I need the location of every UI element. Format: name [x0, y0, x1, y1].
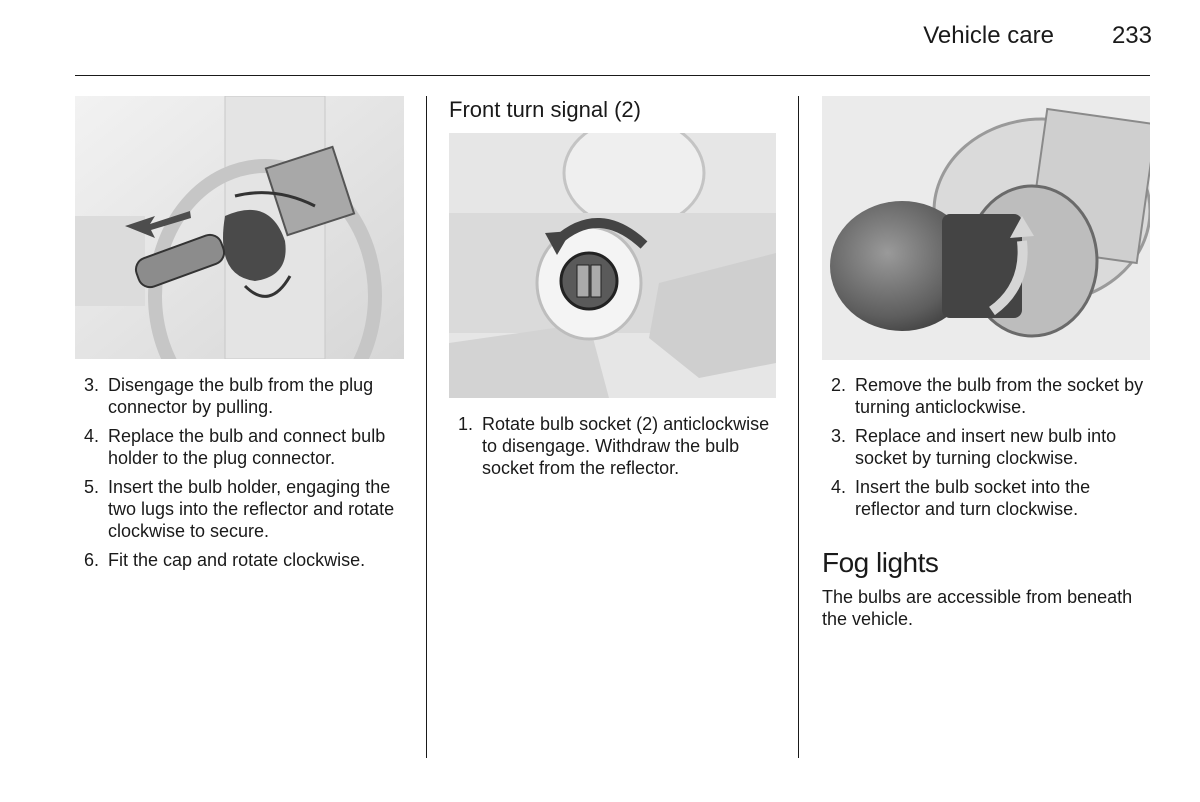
step-item: [84, 425, 406, 469]
column-divider: [798, 96, 799, 758]
step-text: Disengage the bulb from the plug connector by pulling.: [108, 375, 374, 417]
section-title: Vehicle care: [923, 22, 1054, 49]
step-text: Replace and insert new bulb into socket by turning clockwise.: [855, 426, 1117, 468]
step-item: [84, 549, 406, 571]
fog-lights-heading: Fog lights: [822, 547, 939, 578]
page-number: 233: [1111, 22, 1152, 49]
step-text: Remove the bulb from the socket by turning anticlockwise.: [855, 375, 1144, 417]
turn-signal-socket-icon: [449, 133, 776, 398]
step-item: [458, 413, 778, 479]
step-number: 1.: [458, 414, 474, 434]
step-item: [84, 374, 406, 418]
header-rule: [75, 75, 1150, 76]
step-number: 5.: [84, 477, 100, 497]
step-number: 3.: [831, 426, 847, 446]
step-text: Insert the bulb holder, engaging the two lugs into the reflector and rotate clockwise to secure.: [108, 477, 395, 541]
step-text: Rotate bulb socket (2) anticlockwise to disengage. Withdraw the bulb socket from the reflector.: [482, 414, 770, 478]
step-number: 4.: [831, 477, 847, 497]
step-item: [831, 476, 1153, 520]
step-item: [831, 374, 1153, 418]
running-header: [923, 22, 1152, 50]
step-text: Fit the cap and rotate clockwise.: [108, 550, 366, 570]
step-number: 2.: [831, 375, 847, 395]
col1-steps: [84, 374, 406, 578]
column-divider: [426, 96, 427, 758]
col3-steps: [831, 374, 1153, 527]
step-number: 4.: [84, 426, 100, 446]
step-item: [831, 425, 1153, 469]
step-text: Replace the bulb and connect bulb holder to the plug connector.: [108, 426, 386, 468]
turn-signal-heading: Front turn signal (2): [449, 97, 641, 122]
headlamp-bulb-removal-icon: [75, 96, 404, 359]
col2-steps: [458, 413, 778, 486]
step-text: Insert the bulb socket into the reflector and turn clockwise.: [855, 477, 1091, 519]
step-number: 3.: [84, 375, 100, 395]
step-number: 6.: [84, 550, 100, 570]
amber-bulb-socket-icon: [822, 96, 1150, 360]
step-item: [84, 476, 406, 542]
fog-lights-text: The bulbs are accessible from beneath the vehicle.: [822, 587, 1133, 629]
